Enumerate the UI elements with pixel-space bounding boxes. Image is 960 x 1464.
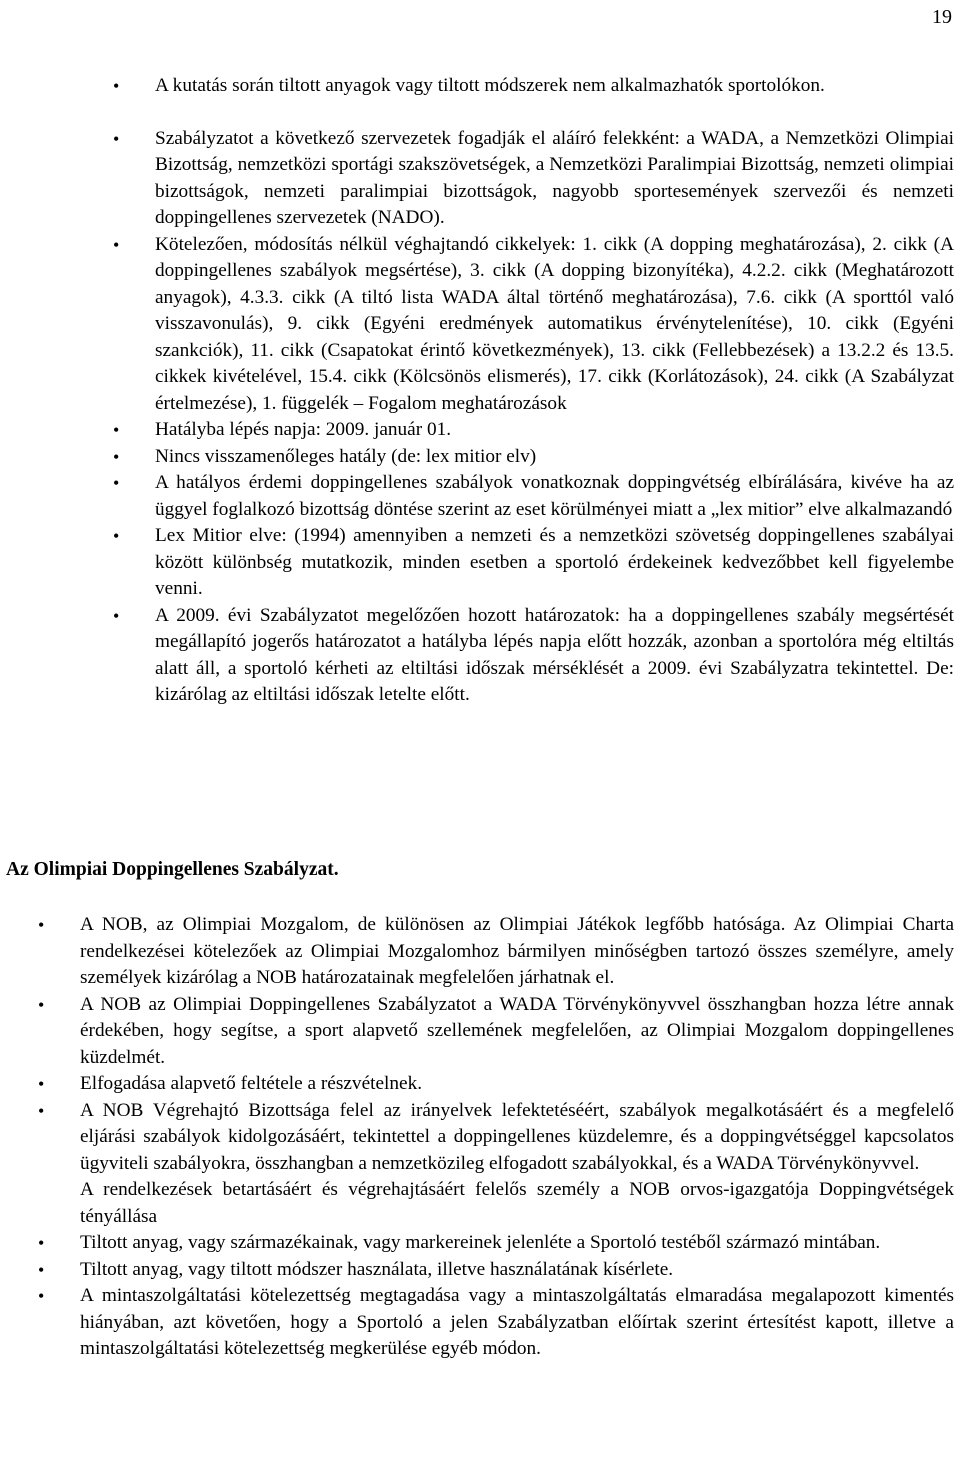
bullet-icon: • [38, 915, 45, 935]
list-item-text: Tiltott anyag, vagy származékainak, vagy markereinek jelenléte a Sportoló testéből származó mintában. [80, 1232, 881, 1253]
list-item-text: Elfogadása alapvető feltétele a részvételnek. [80, 1073, 423, 1094]
list-item-text: A NOB az Olimpiai Doppingellenes Szabályzatot a WADA Törvénykönyvvel összhangban hozza létre annak érdekében, hogy segítse, a sport alapvető szellemének megfelelően, az Olimpiai Mozgalom doppingellenes küzdelmét. [80, 993, 954, 1068]
list-item [0, 1098, 960, 1231]
bullet-icon: • [38, 1233, 45, 1253]
bullet-icon: • [38, 1259, 45, 1280]
list-item-text: A hatályos érdemi doppingellenes szabályok vonatkoznak doppingvétség elbírálására, kivéve ha az üggyel foglalkozó bizottság döntése szerint az eset körülményei miatt a „lex mitior” elve alkalmazandó [155, 472, 954, 520]
bullet-icon: • [113, 234, 120, 255]
list-item-text: Tiltott anyag, vagy tiltott módszer használata, illetve használatának kísérlete. [80, 1258, 674, 1280]
list-item [0, 603, 960, 709]
list-item [0, 1257, 960, 1284]
list-item-text: A kutatás során tiltott anyagok vagy tiltott módszerek nem alkalmazhatók sportolókon. [155, 75, 825, 96]
bullet-icon: • [113, 420, 120, 440]
list-item [0, 992, 960, 1072]
list-item [0, 470, 960, 523]
bullet-list-two [0, 912, 960, 1363]
list-item [0, 417, 960, 444]
list-item-continuation: A rendelkezések betartásáért és végrehajtásáért felelős személy a NOB orvos-igazgatója Doppingvétségek tényállása [80, 1179, 954, 1227]
bullet-list-one [0, 73, 960, 709]
list-item [0, 232, 960, 418]
list-item-text: A 2009. évi Szabályzatot megelőzően hozott határozatok: ha a doppingellenes szabály megsértését megállapító jogerős határozatot a hatályba lépés napja előtt hozzák, azonban a sportolóra még eltiltás alatt áll, a sportoló kérheti az eltiltási időszak mérséklését a 2009. évi Szabályzatra tekintettel. De: kizárólag az eltiltási időszak letelte előtt. [155, 604, 954, 705]
bullet-icon: • [113, 76, 120, 96]
list-item [0, 1230, 960, 1257]
list-item-text: A NOB Végrehajtó Bizottsága felel az irányelvek lefektetéséért, szabályok megalkotásáért és a megfelelő eljárási szabályok kidolgozásáért, tekintettel a doppingellenes küzdelemre, és a doppingvétséggel kapcsolatos ügyviteli szabályokra, összhangban a nemzetközileg elfogadott szabályokkal, és a WADA Törvénykönyvvel. [80, 1099, 954, 1174]
page-number: 19 [932, 6, 952, 28]
list-item [0, 73, 960, 100]
list-item [0, 912, 960, 992]
bullet-icon: • [113, 128, 120, 149]
list-item-text: Lex Mitior elve: (1994) amennyiben a nemzeti és a nemzetközi szövetség doppingellenes szabályai között különbség mutatkozik, minden esetben a sportoló érdekeinek kedvezőbbet kell figyelembe venni. [155, 525, 954, 599]
list-item-text: Kötelezően, módosítás nélkül véghajtandó cikkelyek: 1. cikk (A dopping meghatározása), 2. cikk (A doppingellenes szabályok megsértése), 3. cikk (A dopping bizonyítéka), 4.2.2. cikk (Meghatározott anyagok), 4.3.3. cikk (A tiltó lista WADA által történő meghatározása), 7.6. cikk (A sporttól való visszavonulás), 9. cikk (Egyéni eredmények automatikus érvénytelenítése), 10. cikk (Egyéni szankciók), 11. cikk (Csapatokat érintő következmények), 13. cikk (Fellebbezések) a 13.2.2 és 13.5. cikkek kivételével, 15.4. cikk (Kölcsönös elismerés), 17. cikk (Korlátozások), 24. cikk (A Szabályzat értelmezése), 1. függelék – Fogalom meghatározások [155, 233, 954, 414]
bullet-icon: • [38, 1074, 45, 1094]
section-heading: Az Olimpiai Doppingellenes Szabályzat. [6, 859, 339, 880]
bullet-icon: • [113, 526, 120, 546]
list-item-text: A NOB, az Olimpiai Mozgalom, de különösen az Olimpiai Játékok legfőbb hatósága. Az Olimpiai Charta rendelkezései kötelezőek az Olimpiai Mozgalomhoz bármilyen minőségben tartozó összes személyre, amely személyek kizárólag a NOB határozatainak megfelelően járhatnak el. [80, 914, 954, 988]
list-item-text: Nincs visszamenőleges hatály (de: lex mitior elv) [155, 445, 537, 467]
list-item-text: Szabályzatot a következő szervezetek fogadják el aláíró felekként: a WADA, a Nemzetközi Olimpiai Bizottság, nemzetközi sportági szakszövetségek, a Nemzetközi Paralimpiai Bizottság, nemzeti olimpiai bizottságok, nemzeti paralimpiai bizottságok, nagyobb sportesemények szervezői és nemzeti doppingellenes szervezetek (NADO). [155, 127, 954, 228]
list-item [0, 444, 960, 471]
bullet-icon: • [38, 994, 45, 1015]
list-item [0, 523, 960, 603]
list-item-text: Hatályba lépés napja: 2009. január 01. [155, 419, 452, 440]
bullet-icon: • [113, 605, 120, 626]
bullet-icon: • [113, 446, 120, 467]
list-item [0, 1071, 960, 1098]
list-item [0, 1283, 960, 1363]
list-item-text: A mintaszolgáltatási kötelezettség megtagadása vagy a mintaszolgáltatás elmaradása megalapozott kimentés hiányában, azt követően, hogy a Sportoló a jelen Szabályzatban előírtak szerint értesítést kapott, illetve a mintaszolgáltatási kötelezettség megkerülése egyéb módon. [80, 1285, 954, 1359]
list-item [0, 126, 960, 232]
bullet-icon: • [113, 473, 120, 493]
bullet-icon: • [38, 1286, 45, 1306]
bullet-icon: • [38, 1100, 45, 1121]
